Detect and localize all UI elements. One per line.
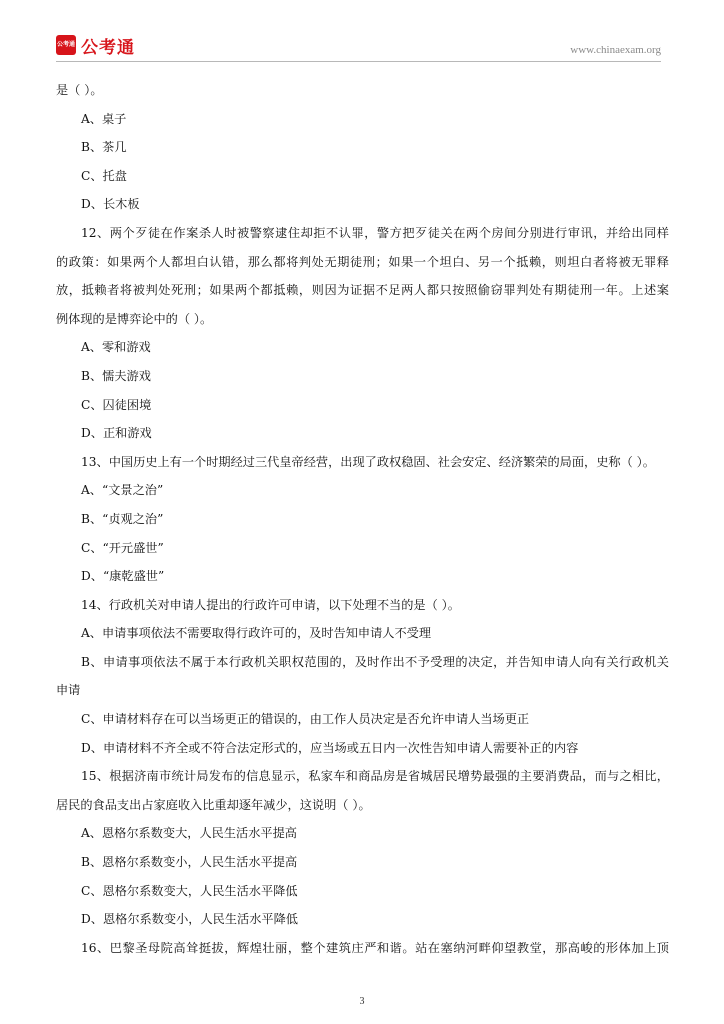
option-line: A、申请事项依法不需要取得行政许可的，及时告知申请人不受理 xyxy=(81,626,432,641)
question-12-line: 放，抵赖者将被判处死刑；如果两个都抵赖，则因为证据不足两人都只按照偷窃罪判处有期徒刑一年。上述案 xyxy=(56,283,669,298)
option-line: B、申请事项依法不属于本行政机关职权范围的，及时作出不予受理的决定，并告知申请人向有关行政机关 xyxy=(81,654,669,669)
option-line: D、恩格尔系数变小，人民生活水平降低 xyxy=(81,912,298,927)
option-line: B、茶几 xyxy=(81,140,127,155)
option-line: B、恩格尔系数变小，人民生活水平提高 xyxy=(81,855,298,870)
question-11-tail: 是（ ）。 xyxy=(56,83,103,97)
question-15-line: 15、根据济南市统计局发布的信息显示，私家车和商品房是省城居民增势最强的主要消费品，而与之相比， xyxy=(81,769,669,784)
logo xyxy=(56,34,135,56)
option-line: C、申请材料存在可以当场更正的错误的，由工作人员决定是否允许申请人当场更正 xyxy=(81,712,530,727)
option-line: C、“开元盛世” xyxy=(81,540,164,555)
question-13-line: 13、中国历史上有一个时期经过三代皇帝经营，出现了政权稳固、社会安定、经济繁荣的局面，史称（ ）。 xyxy=(81,454,655,469)
question-12-line: 的政策：如果两个人都坦白认错，那么都将判处无期徒刑；如果一个坦白、另一个抵赖，则坦白者将被无罪释 xyxy=(56,254,669,269)
question-12-line: 12、两个歹徒在作案杀人时被警察逮住却拒不认罪，警方把歹徒关在两个房间分别进行审讯，并给出同样 xyxy=(81,225,669,240)
option-line: B、“贞观之治” xyxy=(81,511,164,526)
option-line: C、囚徒困境 xyxy=(81,397,152,412)
header-divider xyxy=(56,61,661,62)
option-line: D、申请材料不齐全或不符合法定形式的，应当场或五日内一次性告知申请人需要补正的内容 xyxy=(81,740,579,755)
option-line: D、“康乾盛世” xyxy=(81,569,165,584)
logo-badge: 公考通 xyxy=(56,35,76,55)
question-14-line: 14、行政机关对申请人提出的行政许可申请，以下处理不当的是（ ）。 xyxy=(81,597,460,612)
option-line: A、桌子 xyxy=(81,111,127,126)
option-line: D、长木板 xyxy=(81,197,140,212)
document-body xyxy=(56,76,669,962)
page-header xyxy=(0,0,724,70)
page-number: 3 xyxy=(359,996,365,1007)
option-line: A、“文景之治” xyxy=(81,483,164,498)
question-12-line: 例体现的是博弈论中的（ ）。 xyxy=(56,311,213,326)
question-16-line: 16、巴黎圣母院高耸挺拔，辉煌壮丽，整个建筑庄严和谐。站在塞纳河畔仰望教堂，那高峻的形体加上顶 xyxy=(81,940,669,955)
option-line-continuation: 申请 xyxy=(56,683,81,698)
question-15-line: 居民的食品支出占家庭收入比重却逐年减少，这说明（ ）。 xyxy=(56,797,371,812)
option-line: A、恩格尔系数变大，人民生活水平提高 xyxy=(81,826,297,841)
option-line: C、恩格尔系数变大，人民生活水平降低 xyxy=(81,883,298,898)
option-line: A、零和游戏 xyxy=(81,340,151,355)
logo-text: 公考通 xyxy=(81,37,135,58)
option-line: B、懦夫游戏 xyxy=(81,368,151,383)
option-line: C、托盘 xyxy=(81,168,127,183)
site-url: www.chinaexam.org xyxy=(570,44,661,56)
option-line: D、正和游戏 xyxy=(81,426,152,441)
